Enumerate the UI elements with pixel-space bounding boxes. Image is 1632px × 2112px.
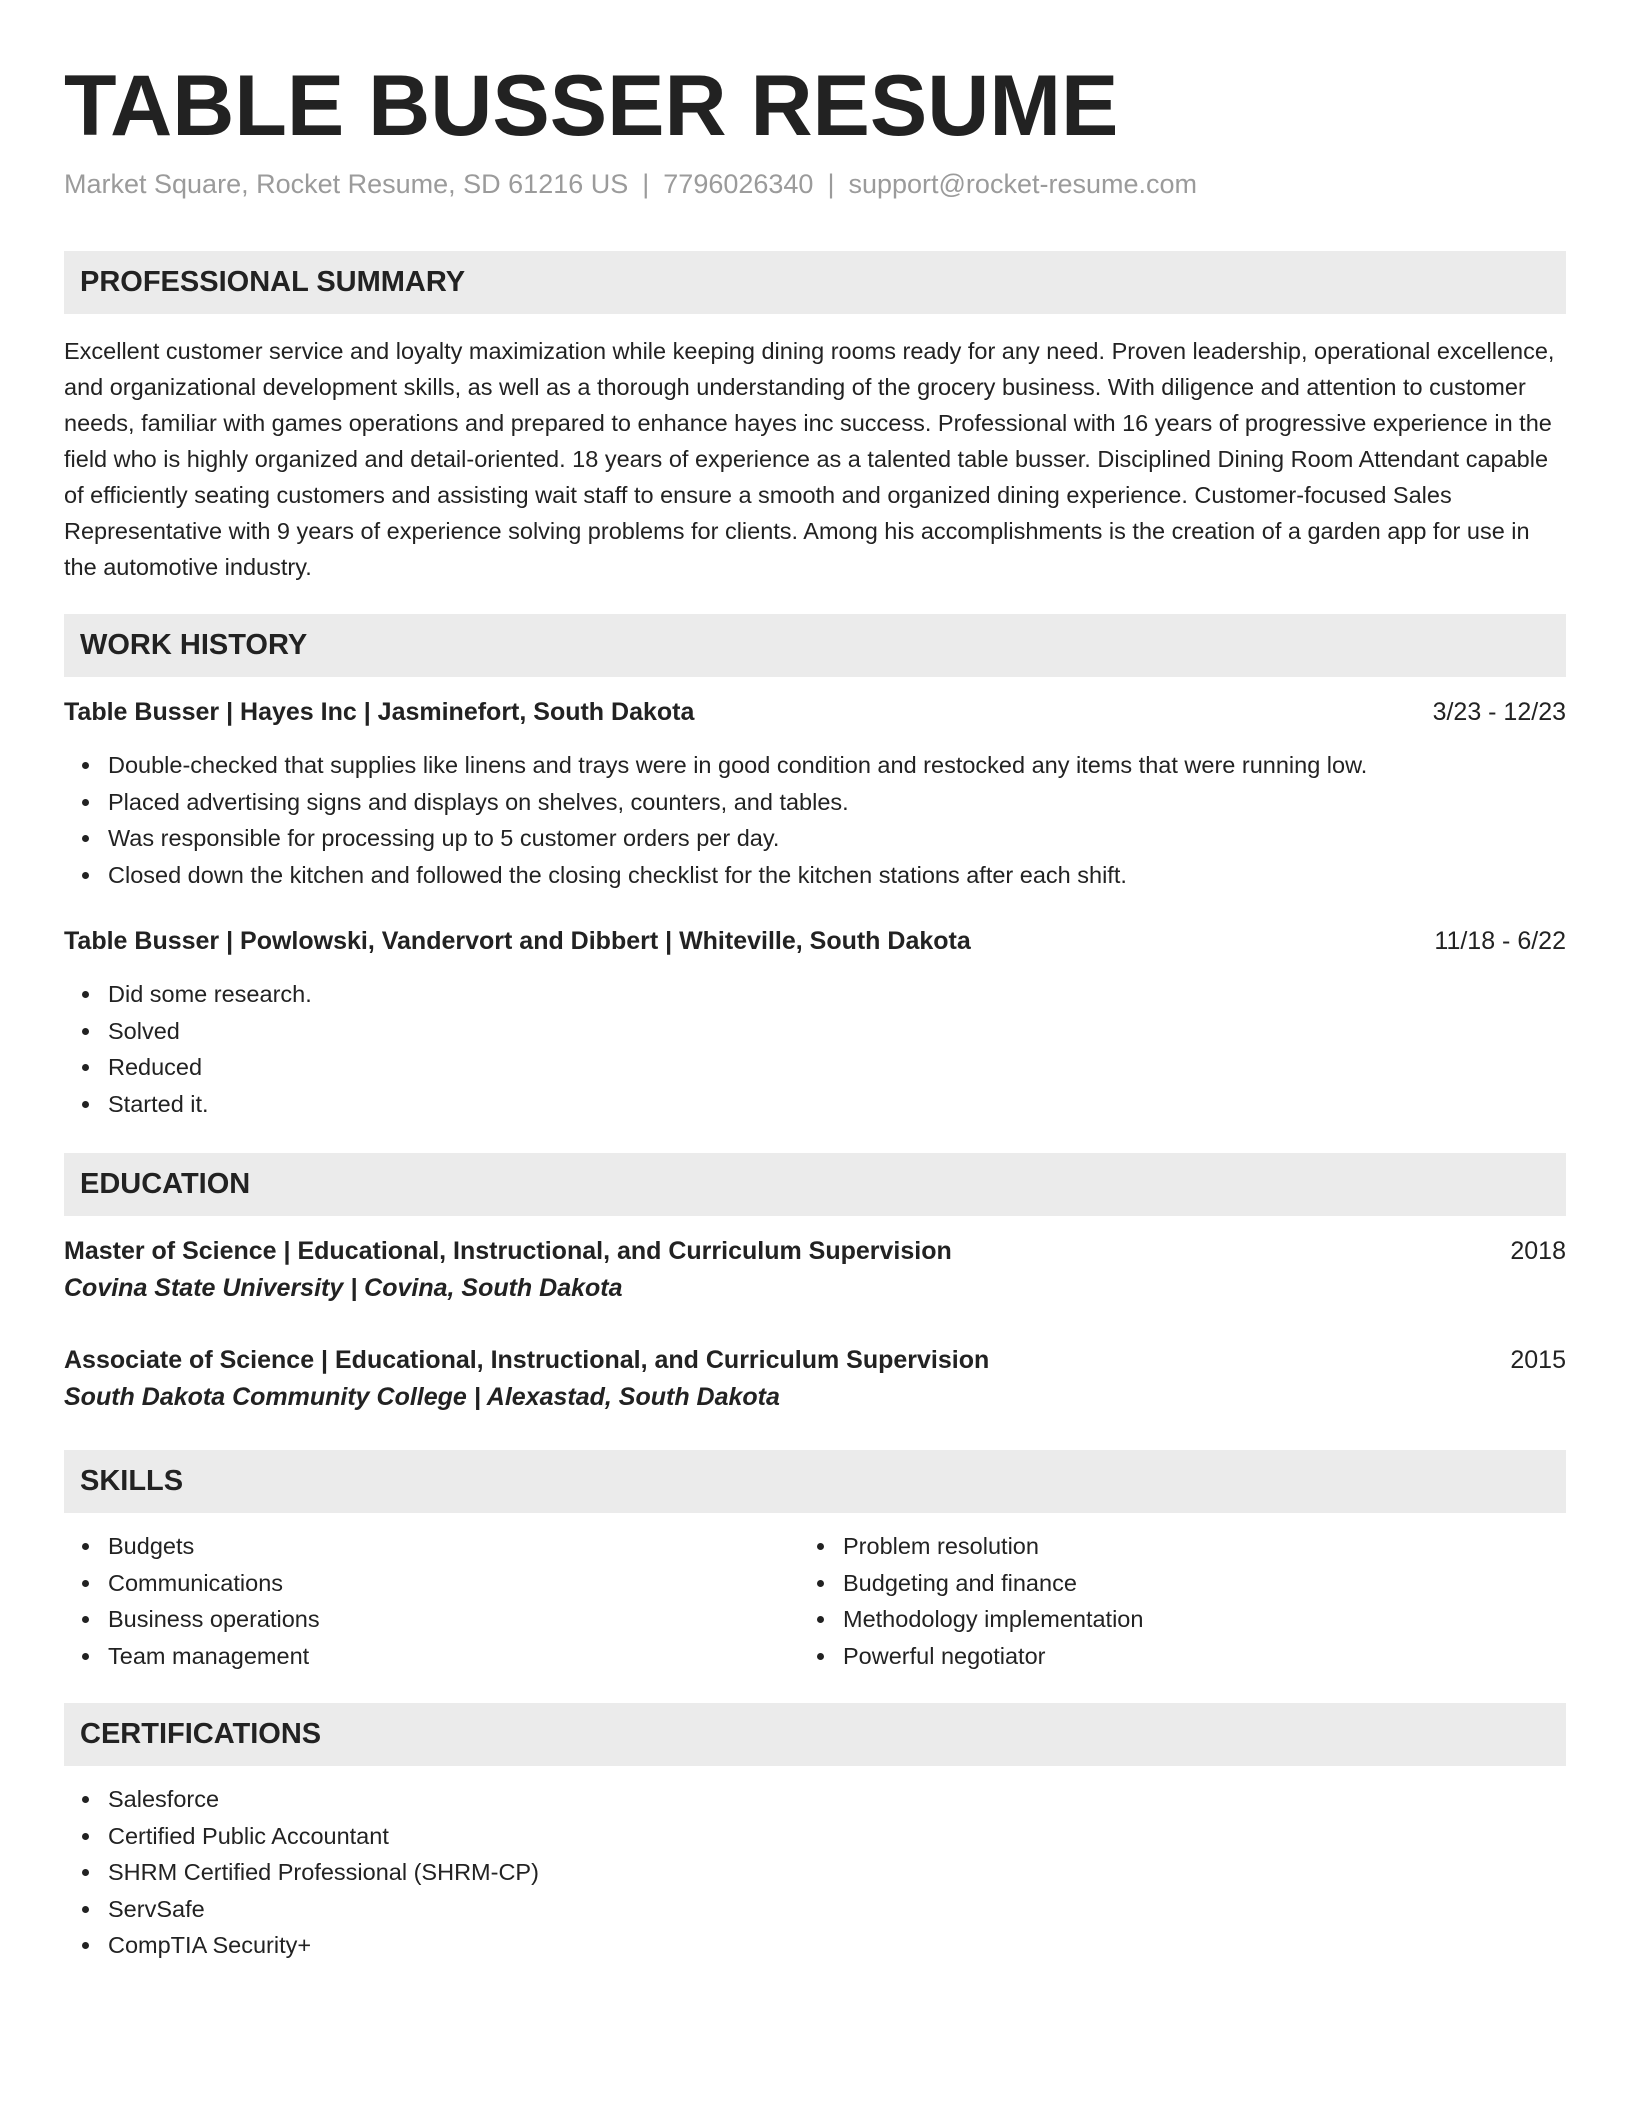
- resume-title: TABLE BUSSER RESUME: [64, 58, 1119, 154]
- education-entry-header: [64, 1342, 1566, 1378]
- contact-separator: |: [827, 169, 835, 199]
- job-bullet: Did some research.: [64, 976, 312, 1013]
- job-header: [64, 694, 1566, 730]
- job-dates: 11/18 - 6/22: [1434, 927, 1566, 955]
- summary-text: Excellent customer service and loyalty maximization while keeping dining rooms ready for any need. Proven leadership, operational excellence, and organizational development skills, as well as a thorough understanding of the grocery business. With diligence and attention to customer needs, familiar with games operations and prepared to enhance hayes inc success. Professional with 16 years of progressive experience in the field who is highly organized and detail-oriented. 18 years of experience as a talented table busser. Disciplined Dining Room Attendant capable of efficiently seating customers and assisting wait staff to ensure a smooth and organized dining experience. Customer-focused Sales Representative with 9 years of experience solving problems for clients. Among his accomplishments is the creation of a garden app for use in the automotive industry.: [64, 338, 1555, 580]
- skill-item: Budgeting and finance: [799, 1565, 1143, 1602]
- work-history-heading: WORK HISTORY: [64, 614, 1566, 677]
- certification-item: ServSafe: [64, 1891, 539, 1928]
- education-entry-header: [64, 1233, 1566, 1269]
- certification-item: Salesforce: [64, 1781, 539, 1818]
- job-bullet-list: [64, 976, 312, 1122]
- certifications-heading: CERTIFICATIONS: [64, 1703, 1566, 1766]
- certifications-list: [64, 1781, 539, 1964]
- job-bullet: Placed advertising signs and displays on shelves, counters, and tables.: [64, 784, 1367, 821]
- job-bullet: Was responsible for processing up to 5 customer orders per day.: [64, 820, 1367, 857]
- contact-line: [64, 166, 1197, 202]
- skill-item: Powerful negotiator: [799, 1638, 1143, 1675]
- certification-item: SHRM Certified Professional (SHRM-CP): [64, 1854, 539, 1891]
- contact-email: support@rocket-resume.com: [848, 169, 1197, 199]
- certification-item: Certified Public Accountant: [64, 1818, 539, 1855]
- education-degree: Associate of Science | Educational, Instructional, and Curriculum Supervision: [64, 1346, 990, 1374]
- skill-item: Communications: [64, 1565, 320, 1602]
- job-bullet: Solved: [64, 1013, 312, 1050]
- job-header: [64, 923, 1566, 959]
- job-bullet: Double-checked that supplies like linens and trays were in good condition and restocked any items that were running low.: [64, 747, 1367, 784]
- skills-list-left: [64, 1528, 320, 1674]
- certification-item: CompTIA Security+: [64, 1927, 539, 1964]
- skill-item: Problem resolution: [799, 1528, 1143, 1565]
- job-bullet: Closed down the kitchen and followed the closing checklist for the kitchen stations after each shift.: [64, 857, 1367, 894]
- education-year: 2018: [1510, 1237, 1566, 1265]
- contact-address: Market Square, Rocket Resume, SD 61216 US: [64, 169, 629, 199]
- job-dates: 3/23 - 12/23: [1432, 698, 1566, 726]
- skill-item: Team management: [64, 1638, 320, 1675]
- skill-item: Methodology implementation: [799, 1601, 1143, 1638]
- job-bullet-list: [64, 747, 1367, 893]
- job-title: Table Busser | Powlowski, Vandervort and Dibbert | Whiteville, South Dakota: [64, 927, 971, 955]
- skills-heading: SKILLS: [64, 1450, 1566, 1513]
- skills-list-right: [799, 1528, 1143, 1674]
- education-year: 2015: [1510, 1346, 1566, 1374]
- skill-item: Business operations: [64, 1601, 320, 1638]
- job-title: Table Busser | Hayes Inc | Jasminefort, South Dakota: [64, 698, 695, 726]
- education-school: Covina State University | Covina, South Dakota: [64, 1274, 623, 1302]
- job-bullet: Started it.: [64, 1086, 312, 1123]
- education-school: South Dakota Community College | Alexastad, South Dakota: [64, 1383, 780, 1411]
- education-heading: EDUCATION: [64, 1153, 1566, 1216]
- contact-phone: 7796026340: [663, 169, 814, 199]
- job-bullet: Reduced: [64, 1049, 312, 1086]
- education-degree: Master of Science | Educational, Instructional, and Curriculum Supervision: [64, 1237, 952, 1265]
- skill-item: Budgets: [64, 1528, 320, 1565]
- summary-heading: PROFESSIONAL SUMMARY: [64, 251, 1566, 314]
- contact-separator: |: [642, 169, 650, 199]
